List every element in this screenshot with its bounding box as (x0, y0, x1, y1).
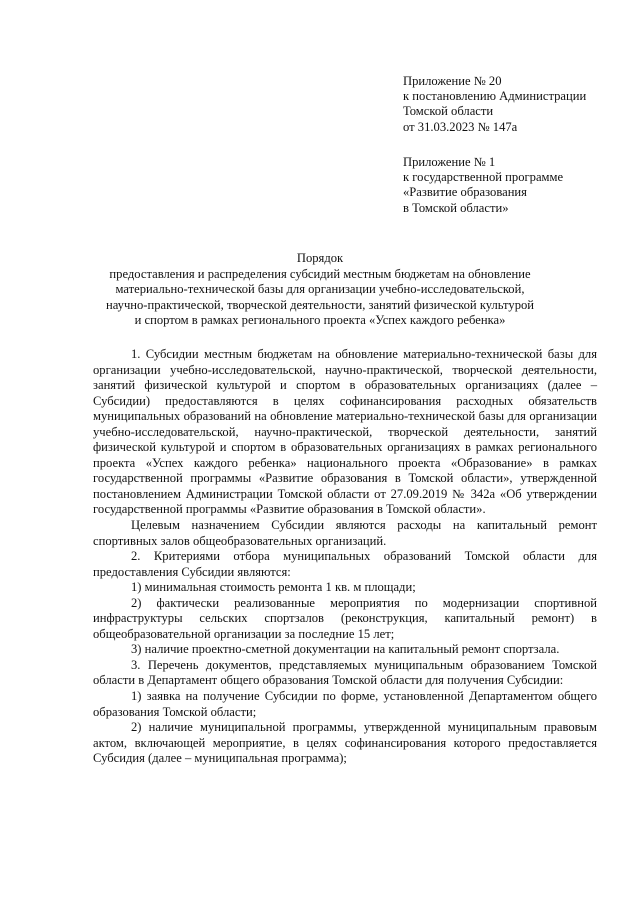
appendix-1-line: к государственной программе (403, 170, 564, 185)
appendix-20-block (403, 74, 633, 135)
title-line: и спортом в рамках регионального проекта «Успех каждого ребенка» (134, 313, 506, 328)
paragraph-3: 3. Перечень документов, представляемых муниципальным образованием Томской области в Департамент общего образования Томской области для получения Субсидии: (93, 657, 597, 688)
appendix-1-line: «Развитие образования (403, 185, 527, 200)
criterion-1: 1) минимальная стоимость ремонта 1 кв. м площади; (131, 580, 416, 595)
title-line: научно-практической, творческой деятельности, занятий физической культурой (105, 297, 535, 312)
document-body (93, 347, 597, 767)
title-line: предоставления и распределения субсидий местным бюджетам на обновление (109, 266, 531, 281)
appendix-1-block (403, 155, 633, 216)
appendix-20-date: от 31.03.2023 № 147а (403, 119, 518, 134)
appendix-20-line: к постановлению Администрации (403, 89, 587, 104)
paragraph-2: 2. Критериями отбора муниципальных образований Томской области для предоставления Субсидии являются: (93, 549, 597, 579)
title-line: материально-технической базы для организации учебно-исследовательской, (115, 282, 525, 297)
appendix-1-title: Приложение № 1 (403, 155, 496, 169)
appendix-20-title: Приложение № 20 (403, 74, 502, 88)
paragraph-purpose: Целевым назначением Субсидии являются расходы на капитальный ремонт спортивных залов общеобразовательных организаций. (93, 518, 597, 548)
document-item-1: 1) заявка на получение Субсидии по форме, установленной Департаментом общего образования Томской области; (93, 689, 597, 719)
appendix-20-line: Томской области (403, 104, 494, 119)
criterion-3: 3) наличие проектно-сметной документации на капитальный ремонт спортзала. (131, 642, 560, 657)
criterion-2: 2) фактически реализованные мероприятия по модернизации спортивной инфраструктуры сельских спортзалов (реконструкция, капитальный ремонт) в общеобразовательной организации за последние 15 лет; (93, 595, 597, 641)
document-item-2: 2) наличие муниципальной программы, утвержденной муниципальным правовым актом, включающей мероприятие, в целях софинансирования которого предоставляется Субсидия (далее – муниципальная программа); (93, 720, 597, 766)
appendix-1-line: в Томской области» (403, 200, 509, 215)
paragraph-1: 1. Субсидии местным бюджетам на обновление материально-технической базы для организации учебно-исследовательской, научно-практической, творческой деятельности, занятий физической культурой и спортом в образовательных организациях (далее – Субсидии) предоставляются в целях софинансирования расходных обязательств муниципальных образований на обновление материально-технической базы для организации учебно-исследовательской, научно-практической, творческой деятельности, занятий физической культурой и спортом в образовательных организациях в рамках регионального проекта «Успех каждого ребенка» национального проекта «Образование» в рамках государственной программы «Развитие образования в Томской области», утвержденной постановлением Администрации Томской области от 27.09.2019 № 342а «Об утверждении государственной программы «Развитие образования в Томской области». (93, 347, 597, 517)
document-title (70, 251, 570, 329)
title-heading: Порядок (296, 251, 344, 265)
